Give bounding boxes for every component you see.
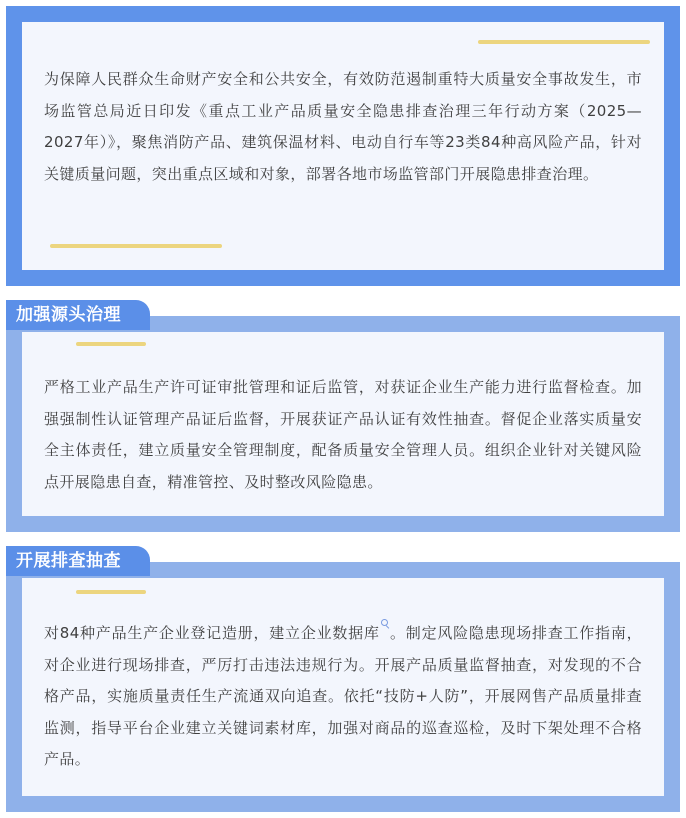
section2-text-before: 对84种产品生产企业登记造册，建立 [44,624,301,642]
decor-bar-bottom [50,244,222,248]
section1-paragraph: 严格工业产品生产许可证审批管理和证后监管，对获证企业生产能力进行监督检查。加强强制性认证管理产品证后监督，开展获证产品认证有效性抽查。督促企业落实质量安全主体责任，建立质量安全管理制度，配备质量安全管理人员。组织企业针对关键风险点开展隐患自查，精准管控、及时整改风险隐患。 [44,378,642,491]
intro-frame [6,6,680,286]
section1-card [22,332,664,516]
section2-underline [76,590,146,594]
section2-frame [6,562,680,812]
section1-underline [76,342,146,346]
section1-frame [6,316,680,532]
section2-text-after: 。制定风险隐患现场排查工作指南，对企业进行现场排查，严厉打击违法违规行为。开展产品质量监督抽查，对发现的不合格产品，实施质量责任生产流通双向追查。依托“技防+人防”，开展网售产品质量排查监测，指导平台企业建立关键词素材库，加强对商品的巡查巡检，及时下架处理不合格产品。 [44,624,642,768]
database-link[interactable]: 企业数据库 [300,624,380,642]
decor-bar-top [478,40,650,44]
intro-card [22,22,664,270]
section2-title: 开展排查抽查 [6,546,150,576]
section2-card [22,578,664,796]
section2-paragraph [44,618,642,776]
intro-paragraph: 为保障人民群众生命财产安全和公共安全，有效防范遏制重特大质量安全事故发生，市场监管总局近日印发《重点工业产品质量安全隐患排查治理三年行动方案（2025—2027年）》，聚焦消防产品、建筑保温材料、电动自行车等23类84种高风险产品，针对关键质量问题，突出重点区域和对象，部署各地市场监管部门开展隐患排查治理。 [44,70,642,183]
search-icon[interactable] [380,618,390,632]
section1-title: 加强源头治理 [6,300,150,330]
